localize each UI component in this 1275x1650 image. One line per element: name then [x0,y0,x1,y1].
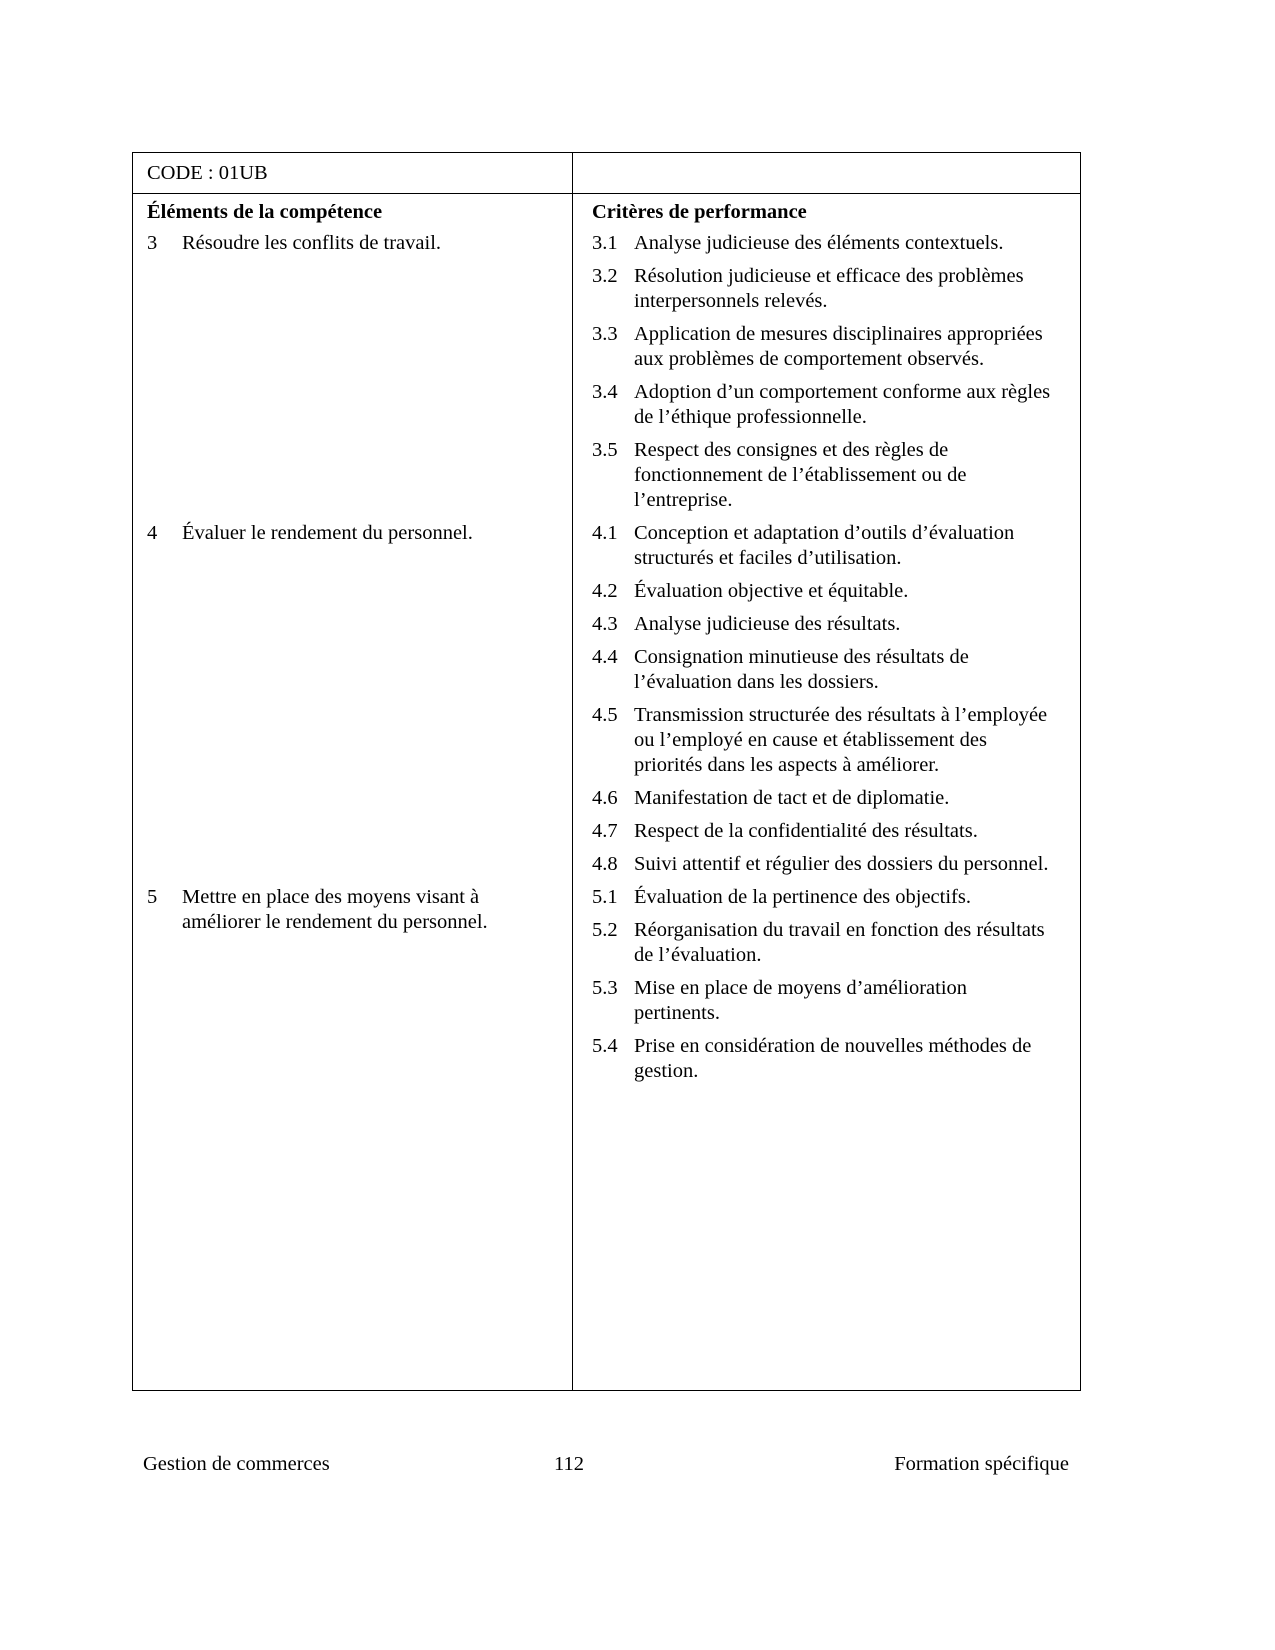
criterion-item [592,786,1062,811]
header-divider [133,193,1080,194]
criterion-number: 4.1 [592,522,618,544]
criterion-item [592,521,1062,571]
element-number: 5 [147,886,158,908]
criterion-number: 4.3 [592,613,618,635]
page-number: 112 [554,1453,584,1475]
footer-right: Formation spécifique [894,1453,1069,1475]
element-cell [133,231,573,521]
criterion-number: 3.3 [592,323,618,345]
criterion-number: 4.4 [592,646,618,668]
criterion-item [592,645,1062,695]
criterion-number: 4.6 [592,787,618,809]
criterion-number: 4.8 [592,853,618,875]
criterion-item [592,579,1062,604]
criterion-item [592,918,1062,968]
right-heading: Critères de performance [592,201,807,223]
table-body [133,199,1080,1092]
element-text: Mettre en place des moyens visant à améliorer le rendement du personnel. [182,886,488,933]
criterion-number: 5.1 [592,886,618,908]
criteria-cell [573,521,1062,885]
criterion-item [592,438,1062,513]
criterion-item [592,819,1062,844]
criterion-text: Prise en considération de nouvelles méthodes de gestion. [634,1035,1032,1082]
code-label: CODE : 01UB [147,162,268,184]
criterion-text: Mise en place de moyens d’amélioration pertinents. [634,977,968,1024]
criterion-text: Manifestation de tact et de diplomatie. [634,787,950,809]
criterion-text: Application de mesures disciplinaires appropriées aux problèmes de comportement observés. [634,323,1043,370]
criterion-number: 3.2 [592,265,618,287]
criterion-number: 5.3 [592,977,618,999]
element-number: 4 [147,522,158,544]
criterion-item [592,264,1062,314]
criterion-number: 3.1 [592,232,618,254]
criteria-cell [573,231,1062,521]
element-cell [133,885,573,1092]
criterion-text: Respect de la confidentialité des résultats. [634,820,978,842]
criterion-text: Transmission structurée des résultats à l’employée ou l’employé en cause et établissement des priorités dans les aspects à améliorer. [634,704,1048,776]
column-headings [133,199,1080,231]
criterion-item [592,322,1062,372]
footer-left: Gestion de commerces [143,1453,330,1475]
criterion-text: Adoption d’un comportement conforme aux règles de l’éthique professionnelle. [634,381,1051,428]
criterion-text: Évaluation objective et équitable. [634,580,909,602]
criterion-text: Suivi attentif et régulier des dossiers du personnel. [634,853,1049,875]
criterion-number: 4.5 [592,704,618,726]
criterion-item [592,703,1062,778]
criterion-item [592,1034,1062,1084]
criterion-number: 5.2 [592,919,618,941]
criterion-text: Respect des consignes et des règles de fonctionnement de l’établissement ou de l’entreprise. [634,439,967,511]
element-row [133,521,1080,885]
criterion-number: 5.4 [592,1035,618,1057]
criterion-text: Consignation minutieuse des résultats de l’évaluation dans les dossiers. [634,646,969,693]
criterion-text: Analyse judicieuse des éléments contextuels. [634,232,1004,254]
criterion-text: Réorganisation du travail en fonction des résultats de l’évaluation. [634,919,1045,966]
criterion-item [592,852,1062,877]
element-number: 3 [147,232,158,254]
criterion-text: Évaluation de la pertinence des objectifs. [634,886,971,908]
element-text: Résoudre les conflits de travail. [182,232,442,254]
criterion-number: 4.2 [592,580,618,602]
criterion-text: Conception et adaptation d’outils d’évaluation structurés et faciles d’utilisation. [634,522,1015,569]
element-text: Évaluer le rendement du personnel. [182,522,473,544]
criterion-item [592,612,1062,637]
criteria-cell [573,885,1062,1092]
criterion-number: 3.5 [592,439,618,461]
competence-table [132,152,1081,1391]
left-heading: Éléments de la compétence [147,201,383,223]
criterion-number: 3.4 [592,381,618,403]
criterion-item [592,885,1062,910]
element-cell [133,521,573,885]
criterion-item [592,231,1062,256]
criterion-text: Résolution judicieuse et efficace des problèmes interpersonnels relevés. [634,265,1024,312]
criterion-item [592,976,1062,1026]
criterion-item [592,380,1062,430]
criterion-number: 4.7 [592,820,618,842]
element-row [133,885,1080,1092]
criterion-text: Analyse judicieuse des résultats. [634,613,901,635]
element-row [133,231,1080,521]
